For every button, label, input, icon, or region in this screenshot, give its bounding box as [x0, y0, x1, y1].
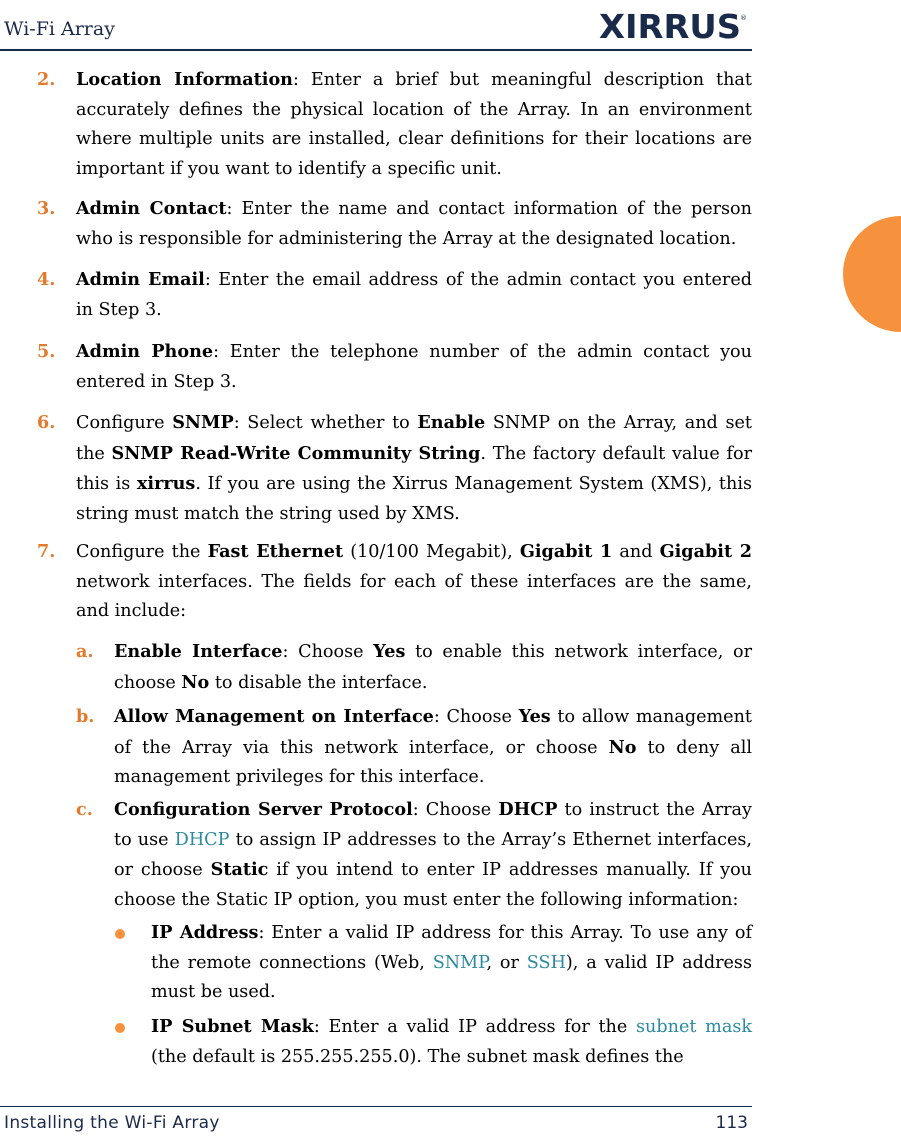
step-configure-snmp: 6. Configure SNMP: Select whether to Enable SNMP on the Array, and set the SNMP Read-Write Community String. The factory default value for this is xirrus. If you are using the Xirrus Management System (XMS), this string must match the string used by XMS. — [37, 412, 752, 524]
substep-allow-management: b. Allow Management on Interface: Choose Yes to allow management of the Array via this network interface, or choose No to deny all management privileges for this interface. — [76, 706, 752, 787]
step-location-information: 2. Location Information: Enter a brief but meaningful description that accurately defines the physical location of the Array. In an environment where multiple units are installed, clear definitions for their locations are important if you want to identify a specific unit. — [37, 69, 752, 179]
footer-chapter-title: Installing the Wi-Fi Array — [4, 1113, 220, 1133]
ssh-link[interactable]: SSH — [526, 952, 566, 973]
step-admin-contact: 3. Admin Contact: Enter the name and contact information of the person who is responsible for administering the Array at the designated location. — [37, 198, 752, 249]
bullet-ip-subnet-mask: IP Subnet Mask: Enter a valid IP address for the subnet mask (the default is 255.255.255.0). The subnet mask defines the — [151, 1012, 752, 1072]
dhcp-link[interactable]: DHCP — [174, 829, 230, 850]
chapter-tab — [843, 216, 901, 332]
bullet-icon — [115, 929, 125, 939]
running-header-title: Wi-Fi Array — [4, 18, 115, 40]
step-network-interfaces: 7. Configure the Fast Ethernet (10/100 Megabit), Gigabit 1 and Gigabit 2 network interfaces. The fields for each of these interfaces are the same, and include: — [37, 541, 752, 621]
step-admin-email: 4. Admin Email: Enter the email address of the admin contact you entered in Step 3. — [37, 269, 752, 320]
footer-page-number: 113 — [715, 1113, 748, 1133]
footer-rule — [0, 1106, 752, 1107]
step-admin-phone: 5. Admin Phone: Enter the telephone number of the admin contact you entered in Step 3. — [37, 341, 752, 392]
xirrus-logo — [597, 8, 747, 44]
bullet-ip-address: IP Address: Enter a valid IP address for this Array. To use any of the remote connections (Web, SNMP, or SSH), a valid IP address must be used. — [151, 918, 752, 1008]
substep-enable-interface: a. Enable Interface: Choose Yes to enable this network interface, or choose No to disable the interface. — [76, 641, 753, 693]
subnet-mask-link[interactable]: subnet mask — [636, 1017, 753, 1037]
substep-configuration-server-protocol: c. Configuration Server Protocol: Choose DHCP to instruct the Array to use DHCP to assign IP addresses to the Array’s Ethernet interfaces, or choose Static if you intend to enter IP addresses manually. If you choose the Static IP option, you must enter the following information: — [76, 799, 752, 910]
snmp-link[interactable]: SNMP — [432, 952, 487, 973]
svg-text:®: ® — [740, 14, 747, 22]
header-rule — [0, 49, 752, 51]
bullet-icon — [115, 1023, 125, 1033]
logo-wordmark: XIRRUS — [599, 8, 741, 44]
